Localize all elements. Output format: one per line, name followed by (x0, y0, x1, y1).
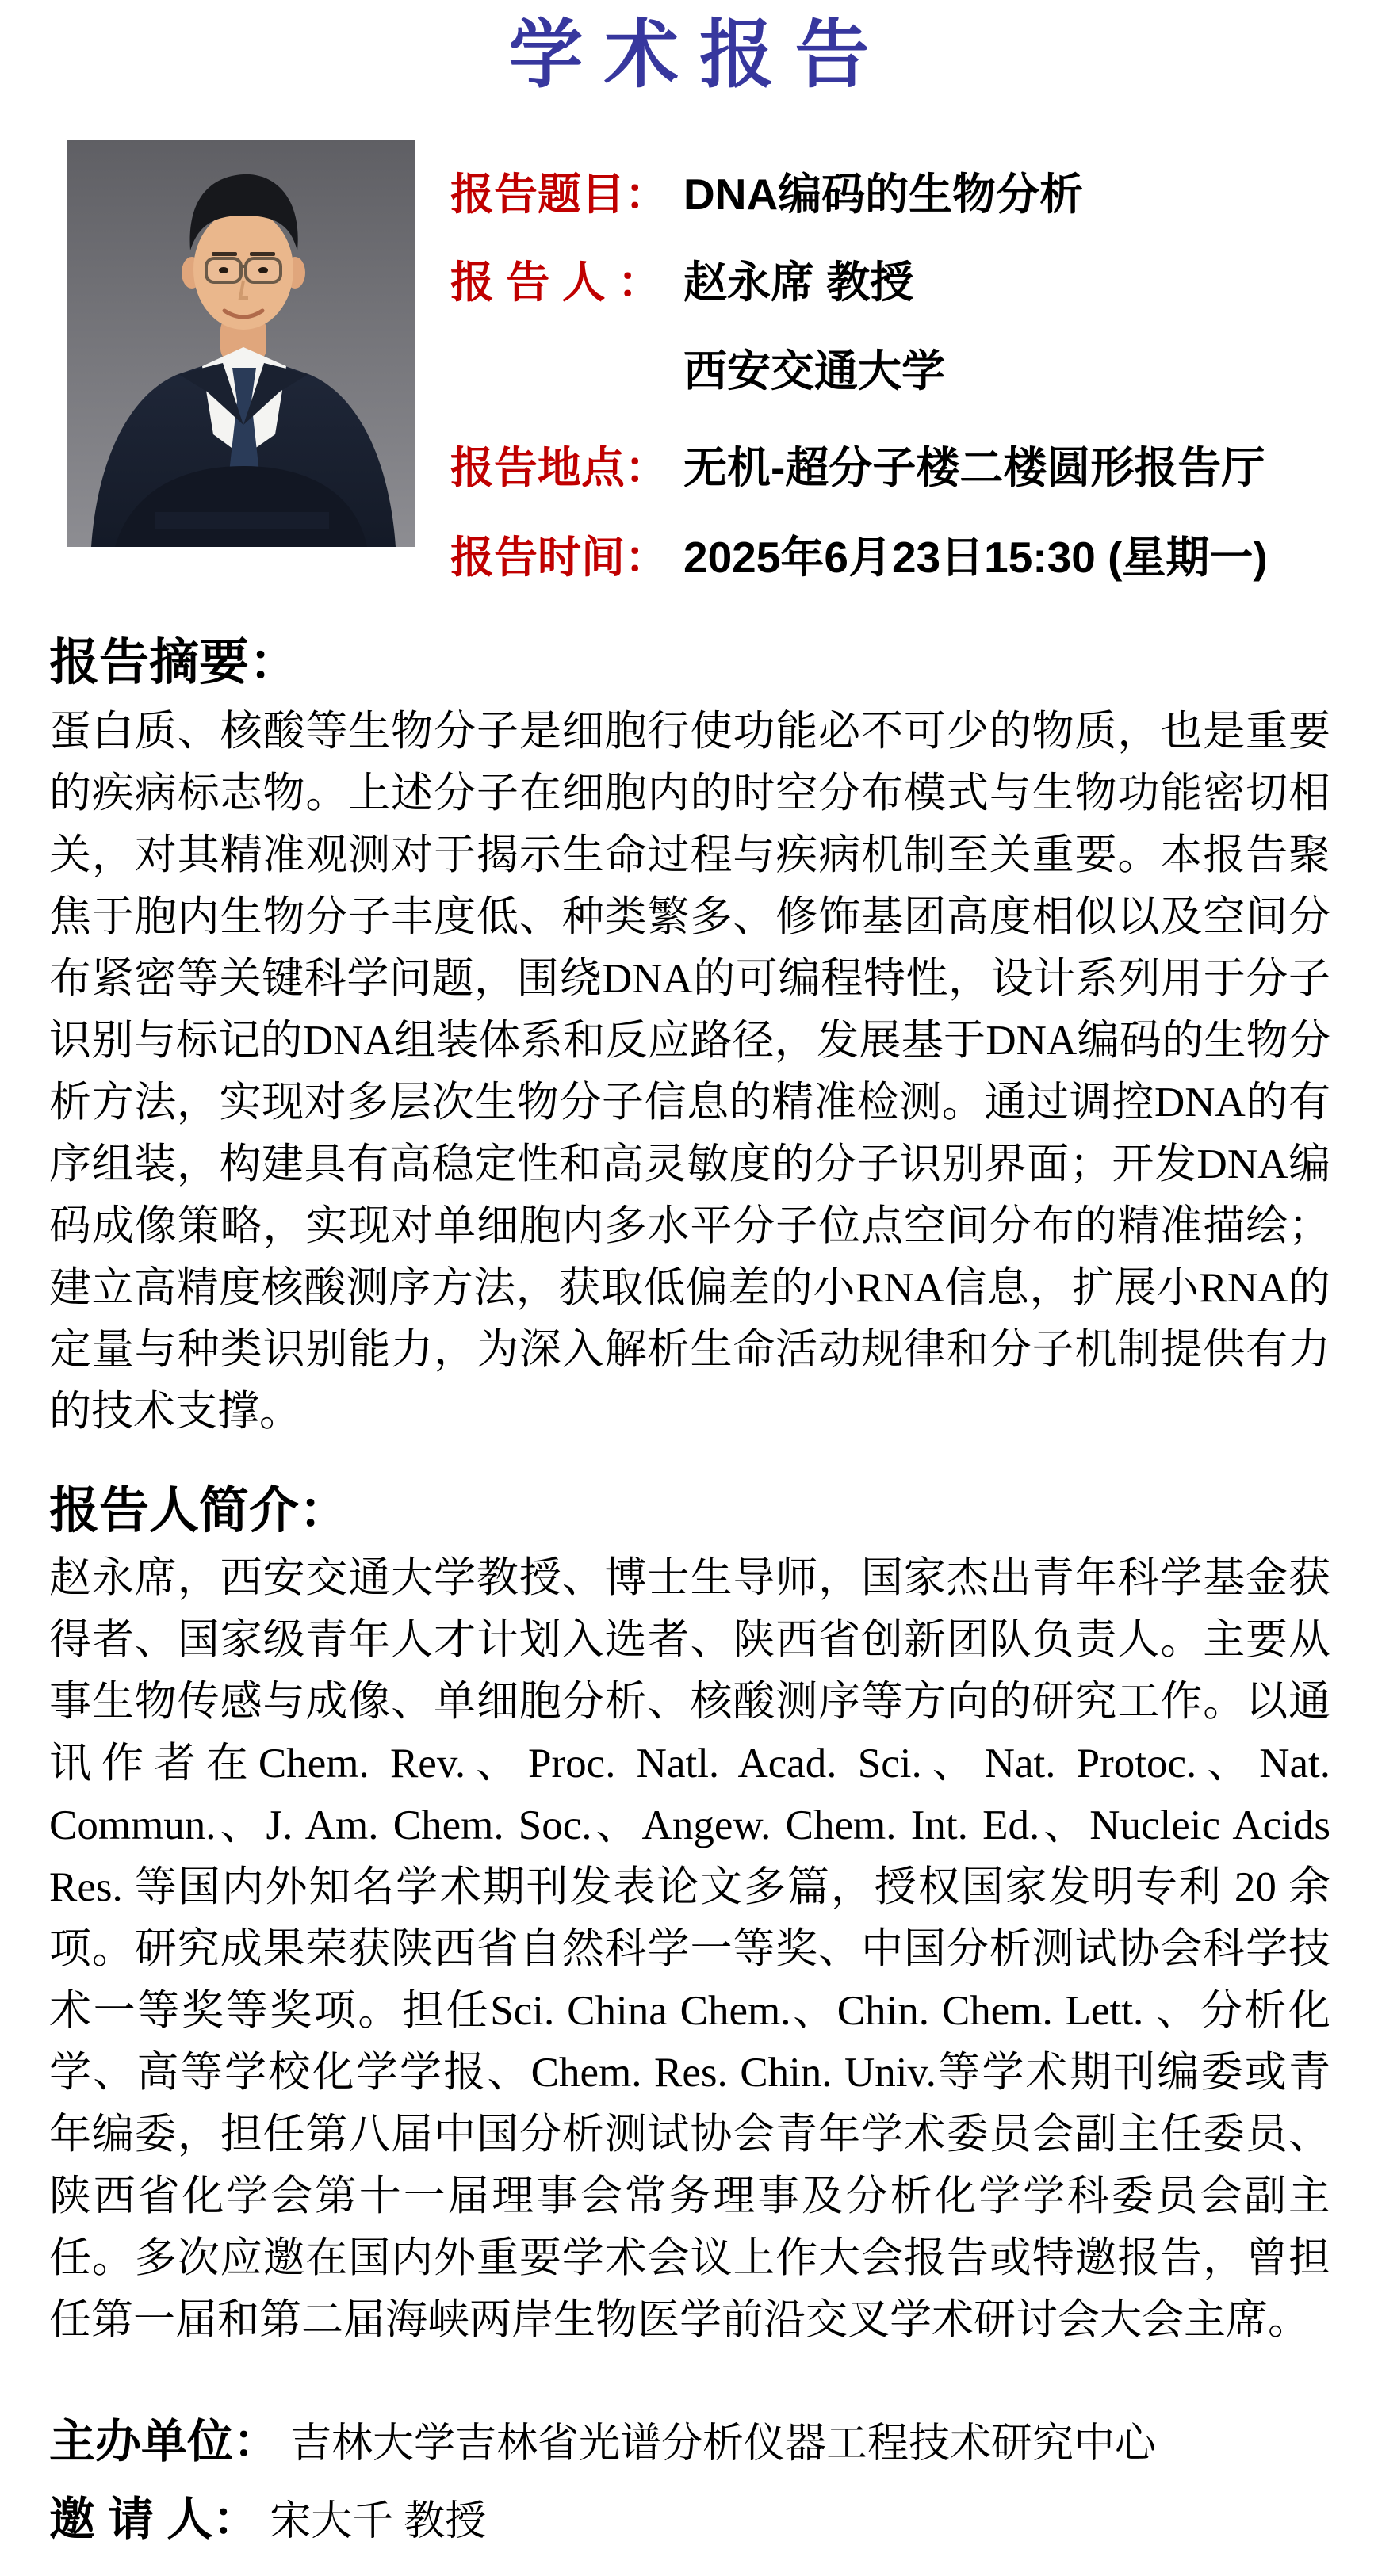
inviter-value: 宋大千 教授 (270, 2499, 487, 2544)
eyebrow-left-shape (212, 252, 237, 256)
eye-right-shape (258, 267, 268, 273)
speaker-photo (67, 140, 415, 547)
abstract-paragraph: 蛋白质、核酸等生物分子是细胞行使功能必不可少的物质，也是重要的疾病标志物。上述分子在细胞内的时空分布模式与生物功能密切相关，对其精准观测对于揭示生命过程与疾病机制至关重要。本报告聚焦于胞内生物分子丰度低、种类繁多、修饰基团高度相似以及空间分布紧密等关键科学问题，围绕DNA的可编程特性，设计系列用于分子识别与标记的DNA组装体系和反应路径，发展基于DNA编码的生物分析方法，实现对多层次生物分子信息的精准检测。通过调控DNA的有序组装，构建具有高稳定性和高灵敏度的分子识别界面；开发DNA编码成像策略，实现对单细胞内多水平分子位点空间分布的精准描绘；建立高精度核酸测序方法，获取低偏差的小RNA信息，扩展小RNA的定量与种类识别能力，为深入解析生命活动规律和分子机制提供有力的技术支撑。 (49, 709, 1330, 1435)
forearm-shape (155, 512, 329, 529)
inviter-label: 邀 请 人： (49, 2494, 259, 2545)
label-speaker: 报 告 人 ： (450, 258, 661, 307)
inviter-row (49, 2494, 486, 2548)
value-affiliation: 西安交通大学 (683, 346, 946, 396)
organizer-value: 吉林大学吉林省光谱分析仪器工程技术研究中心 (290, 2421, 1157, 2467)
bio-heading: 报告人简介： (49, 1483, 349, 1538)
value-report-title: DNA编码的生物分析 (683, 170, 1084, 219)
eye-left-shape (219, 267, 228, 273)
label-report-title: 报告题目： (450, 170, 669, 219)
speaker-portrait-image (67, 140, 415, 547)
organizer-row (49, 2416, 1156, 2471)
label-location: 报告地点： (450, 443, 669, 492)
organizer-label: 主办单位： (49, 2416, 280, 2467)
page-title: 学术报告 (508, 11, 890, 98)
abstract-heading: 报告摘要： (49, 635, 299, 690)
value-time: 2025年6月23日15:30 (星期一) (683, 533, 1268, 582)
label-time: 报告时间： (450, 533, 669, 582)
eyebrow-right-shape (250, 252, 275, 256)
value-location: 无机-超分子楼二楼圆形报告厅 (683, 443, 1265, 492)
value-speaker: 赵永席 教授 (683, 258, 914, 307)
bio-paragraph: 赵永席，西安交通大学教授、博士生导师，国家杰出青年科学基金获得者、国家级青年人才计划入选者、陕西省创新团队负责人。主要从事生物传感与成像、单细胞分析、核酸测序等方向的研究工作。以通讯作者在Chem. Rev.、Proc. Natl. Acad. Sci.、Nat. Protoc.、Nat. Commun.、J. Am. Chem. Soc.、Angew. Chem. Int. Ed.、Nucleic Acids Res. 等国内外知名学术期刊发表论文多篇，授权国家发明专利 20 余项。研究成果荣获陕西省自然科学一等奖、中国分析测试协会科学技术一等奖等奖项。担任Sci. China Chem.、Chin. Chem. Lett. 、分析化学、高等学校化学学报、Chem. Res. Chin. Univ.等学术期刊编委或青年编委，担任第八届中国分析测试协会青年学术委员会副主任委员、陕西省化学会第十一届理事会常务理事及分析化学学科委员会副主任。多次应邀在国内外重要学术会议上作大会报告或特邀报告，曾担任第一届和第二届海峡两岸生物医学前沿交叉学术研讨会大会主席。 (49, 1555, 1330, 2343)
